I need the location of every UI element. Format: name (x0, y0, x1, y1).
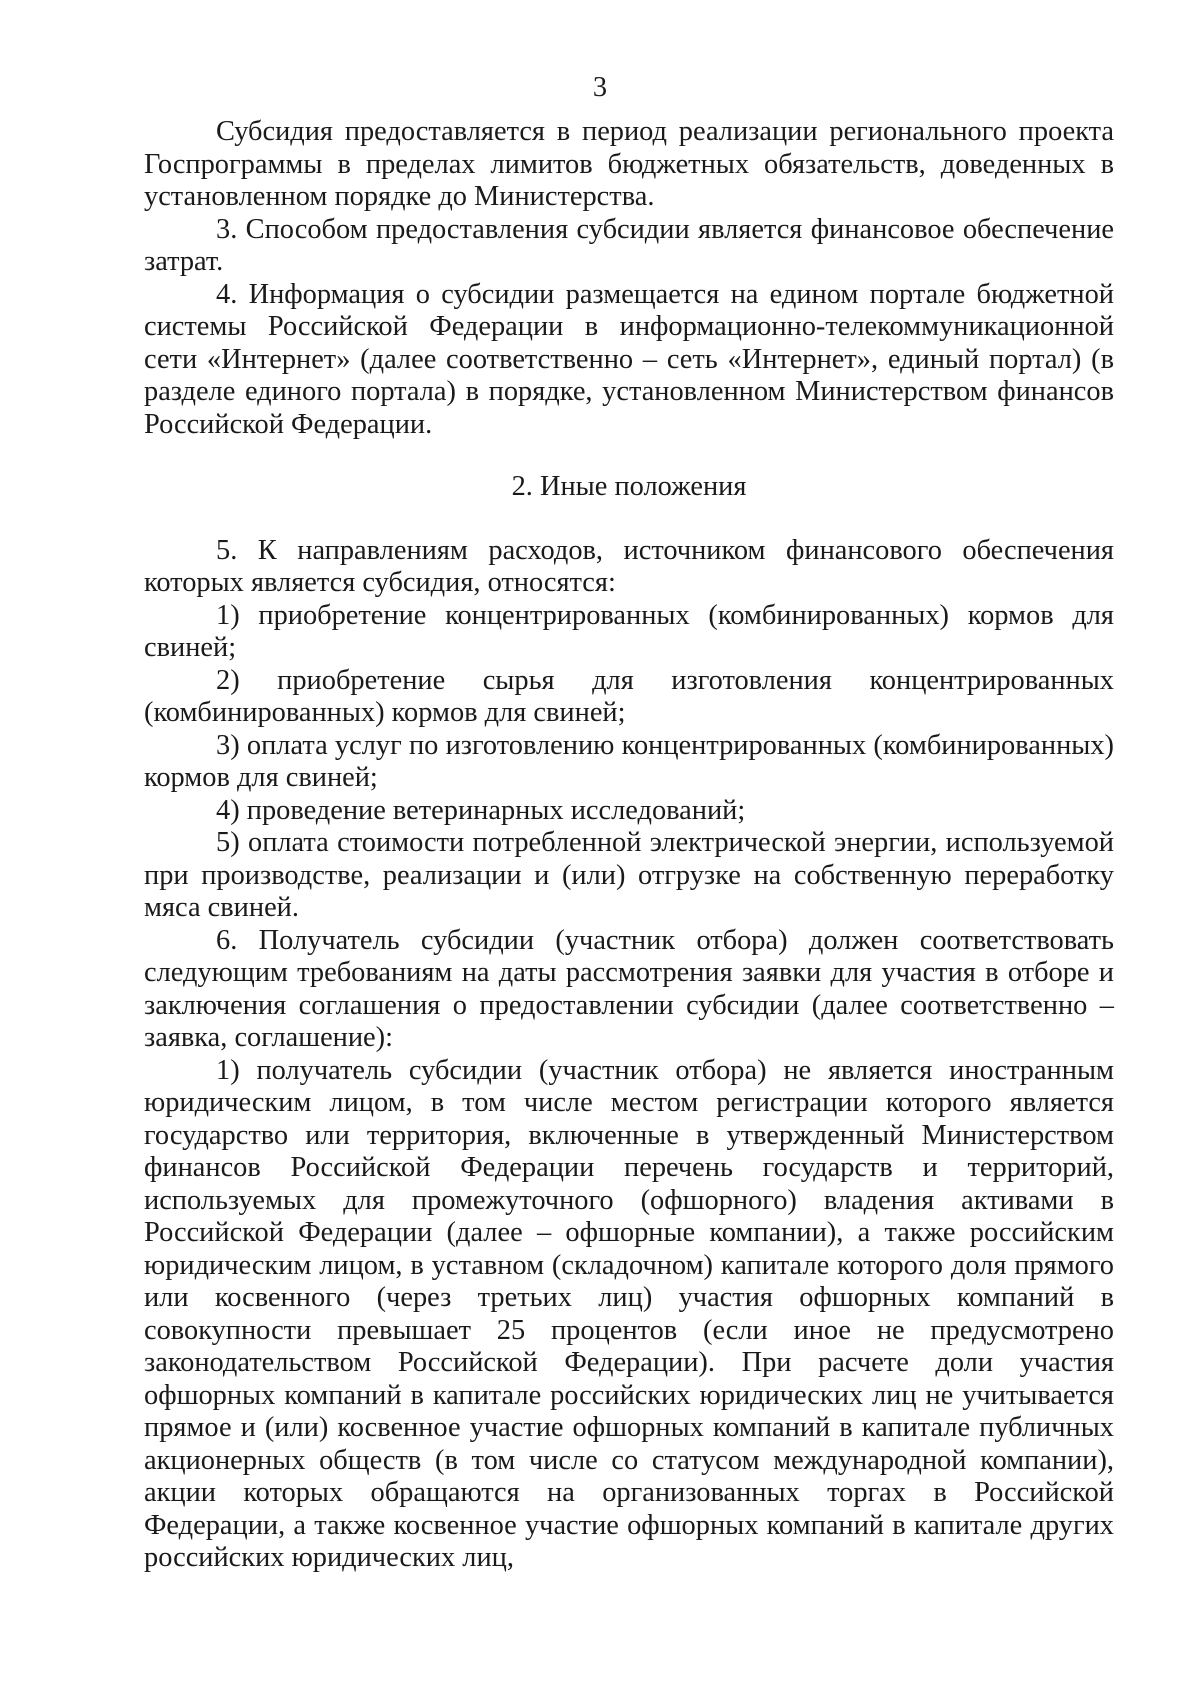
section-heading: 2. Иные положения (511, 471, 747, 502)
list-item-5-1: 1) приобретение концентрированных (комбинированных) кормов для свиней; (144, 599, 1114, 663)
list-item-5-5: 5) оплата стоимости потребленной электрической энергии, используемой при производстве, реализации и (или) отгрузке на собственную переработку мяса свиней. (144, 827, 1114, 923)
page-number: 3 (592, 72, 608, 103)
paragraph-3: 3. Способом предоставления субсидии является финансовое обеспечение затрат. (144, 213, 1114, 277)
paragraph-subsidy-period: Субсидия предоставляется в период реализации регионального проекта Госпрограммы в пределах лимитов бюджетных обязательств, доведенных в установленном порядке до Министерства. (144, 116, 1114, 212)
paragraph-5: 5. К направлениям расходов, источником финансового обеспечения которых является субсидия, относятся: (144, 534, 1114, 598)
document-body (144, 116, 1114, 1575)
list-item-5-2: 2) приобретение сырья для изготовления концентрированных (комбинированных) кормов для свиней; (144, 664, 1114, 728)
list-item-6-1: 1) получатель субсидии (участник отбора) не является иностранным юридическим лицом, в том числе местом регистрации которого является государство или территория, включенные в утвержденный Министерством финансов Российской Федерации перечень государств и территорий, используемых для промежуточного (офшорного) владения активами в Российской Федерации (далее – офшорные компании), а также российским юридическим лицом, в уставном (складочном) капитале которого доля прямого или косвенного (через третьих лиц) участия офшорных компаний в совокупности превышает 25 процентов (если иное не предусмотрено законодательством Российской Федерации). При расчете доли участия офшорных компаний в капитале российских юридических лиц не учитывается прямое и (или) косвенное участие офшорных компаний в капитале публичных акционерных обществ (в том числе со статусом международной компании), акции которых обращаются на организованных торгах в Российской Федерации, а также косвенное участие офшорных компаний в капитале других российских юридических лиц, (144, 1054, 1114, 1573)
paragraph-4: 4. Информация о субсидии размещается на едином портале бюджетной системы Российской Федерации в информационно-телекоммуникационной сети «Интернет» (далее соответственно – сеть «Интернет», единый портал) (в разделе единого портала) в порядке, установленном Министерством финансов Российской Федерации. (144, 278, 1114, 440)
list-item-5-3: 3) оплата услуг по изготовлению концентрированных (комбинированных) кормов для свиней; (144, 729, 1114, 793)
paragraph-6: 6. Получатель субсидии (участник отбора) должен соответствовать следующим требованиям на даты рассмотрения заявки для участия в отборе и заключения соглашения о предоставлении субсидии (далее соответственно – заявка, соглашение): (144, 924, 1114, 1053)
list-item-5-4: 4) проведение ветеринарных исследований; (216, 794, 746, 826)
